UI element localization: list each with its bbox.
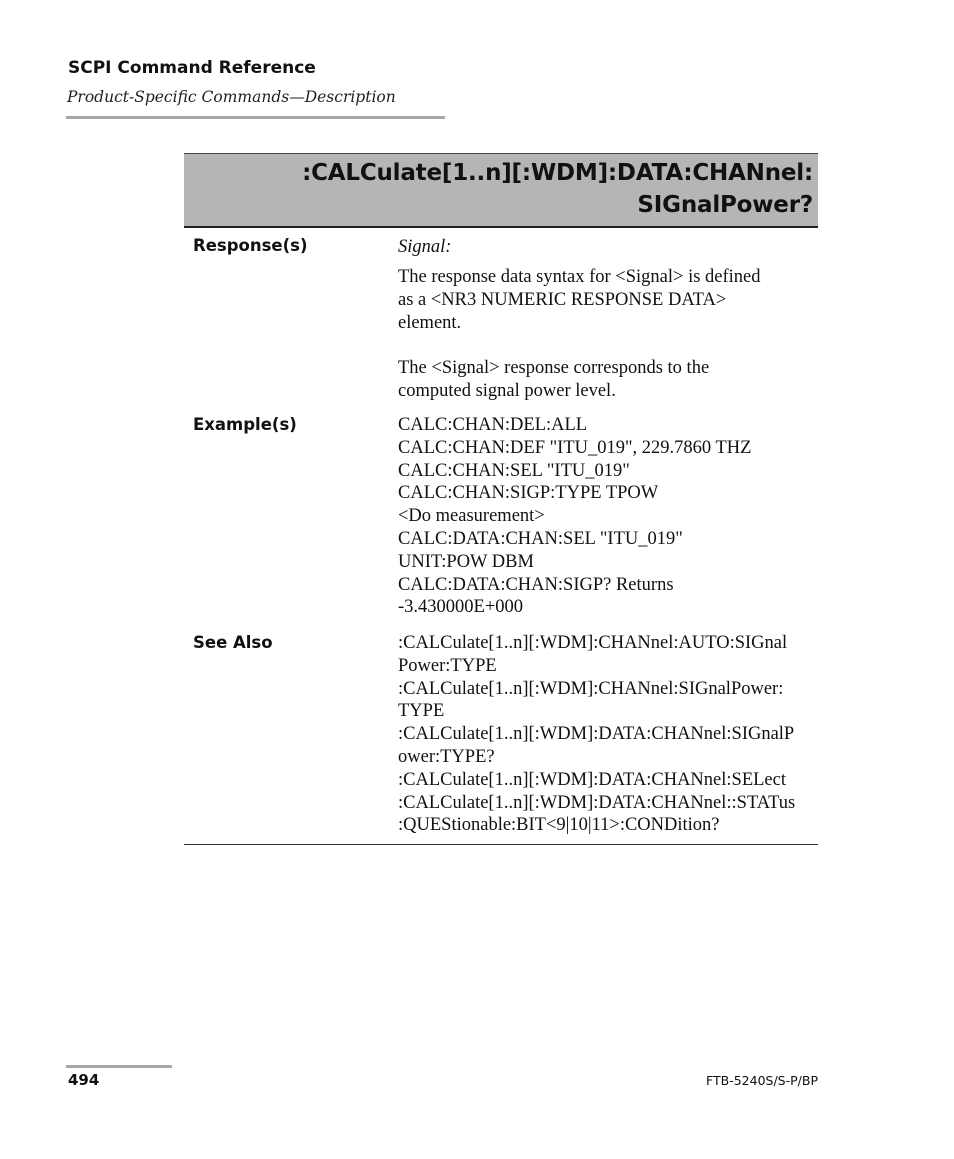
text-line: The response data syntax for <Signal> is defined [398, 267, 761, 287]
see-also-item: :QUEStionable:BIT<9|10|11>:CONDition? [398, 815, 720, 836]
see-also-item: :CALCulate[1..n][:WDM]:DATA:CHANnel:SELect [398, 769, 786, 790]
product-name: FTB-5240S/S-P/BP [706, 1073, 818, 1088]
text-line: as a <NR3 NUMERIC RESPONSE DATA> [398, 289, 727, 310]
see-also-item: :CALCulate[1..n][:WDM]:DATA:CHANnel::STATus [398, 792, 796, 813]
code-line: UNIT:POW DBM [398, 551, 534, 572]
code-line: CALC:DATA:CHAN:SEL "ITU_019" [398, 528, 683, 549]
example-label: Example(s) [193, 415, 297, 434]
section-subtitle: Product-Specific Commands—Description [67, 88, 396, 106]
example-code [398, 414, 751, 619]
command-heading-line-1: :CALCulate[1..n][:WDM]:DATA:CHANnel: [302, 160, 813, 186]
response-paragraph-1 [398, 266, 761, 334]
text-line: The <Signal> response corresponds to the [398, 358, 710, 378]
code-line: CALC:CHAN:SEL "ITU_019" [398, 460, 630, 481]
code-line: CALC:CHAN:DEF "ITU_019", 229.7860 THZ [398, 437, 752, 458]
text-line: element. [398, 312, 462, 333]
code-line: CALC:CHAN:DEL:ALL [398, 415, 588, 435]
page-number: 494 [68, 1071, 100, 1089]
see-also-item: TYPE [398, 701, 445, 722]
code-line: <Do measurement> [398, 506, 545, 527]
response-paragraph-2 [398, 357, 709, 403]
section-title: SCPI Command Reference [68, 58, 316, 78]
header-divider [66, 116, 445, 119]
see-also-item: Power:TYPE [398, 655, 497, 676]
see-also-item: ower:TYPE? [398, 746, 495, 767]
footer-divider [66, 1065, 172, 1068]
see-also-list [398, 632, 795, 837]
see-also-label: See Also [193, 633, 273, 652]
text-line: computed signal power level. [398, 380, 616, 401]
see-also-item: :CALCulate[1..n][:WDM]:CHANnel:SIGnalPower: [398, 678, 784, 699]
code-line: CALC:CHAN:SIGP:TYPE TPOW [398, 483, 659, 504]
table-bottom-rule [184, 844, 818, 845]
see-also-item: :CALCulate[1..n][:WDM]:DATA:CHANnel:SIGnalP [398, 724, 795, 745]
command-heading [184, 153, 818, 228]
command-heading-line-2: SIGnalPower? [637, 192, 813, 218]
code-line: CALC:DATA:CHAN:SIGP? Returns [398, 574, 674, 595]
see-also-item: :CALCulate[1..n][:WDM]:CHANnel:AUTO:SIGnal [398, 633, 788, 653]
response-label: Response(s) [193, 236, 308, 255]
response-name: Signal: [398, 237, 452, 257]
code-line: -3.430000E+000 [398, 597, 524, 618]
